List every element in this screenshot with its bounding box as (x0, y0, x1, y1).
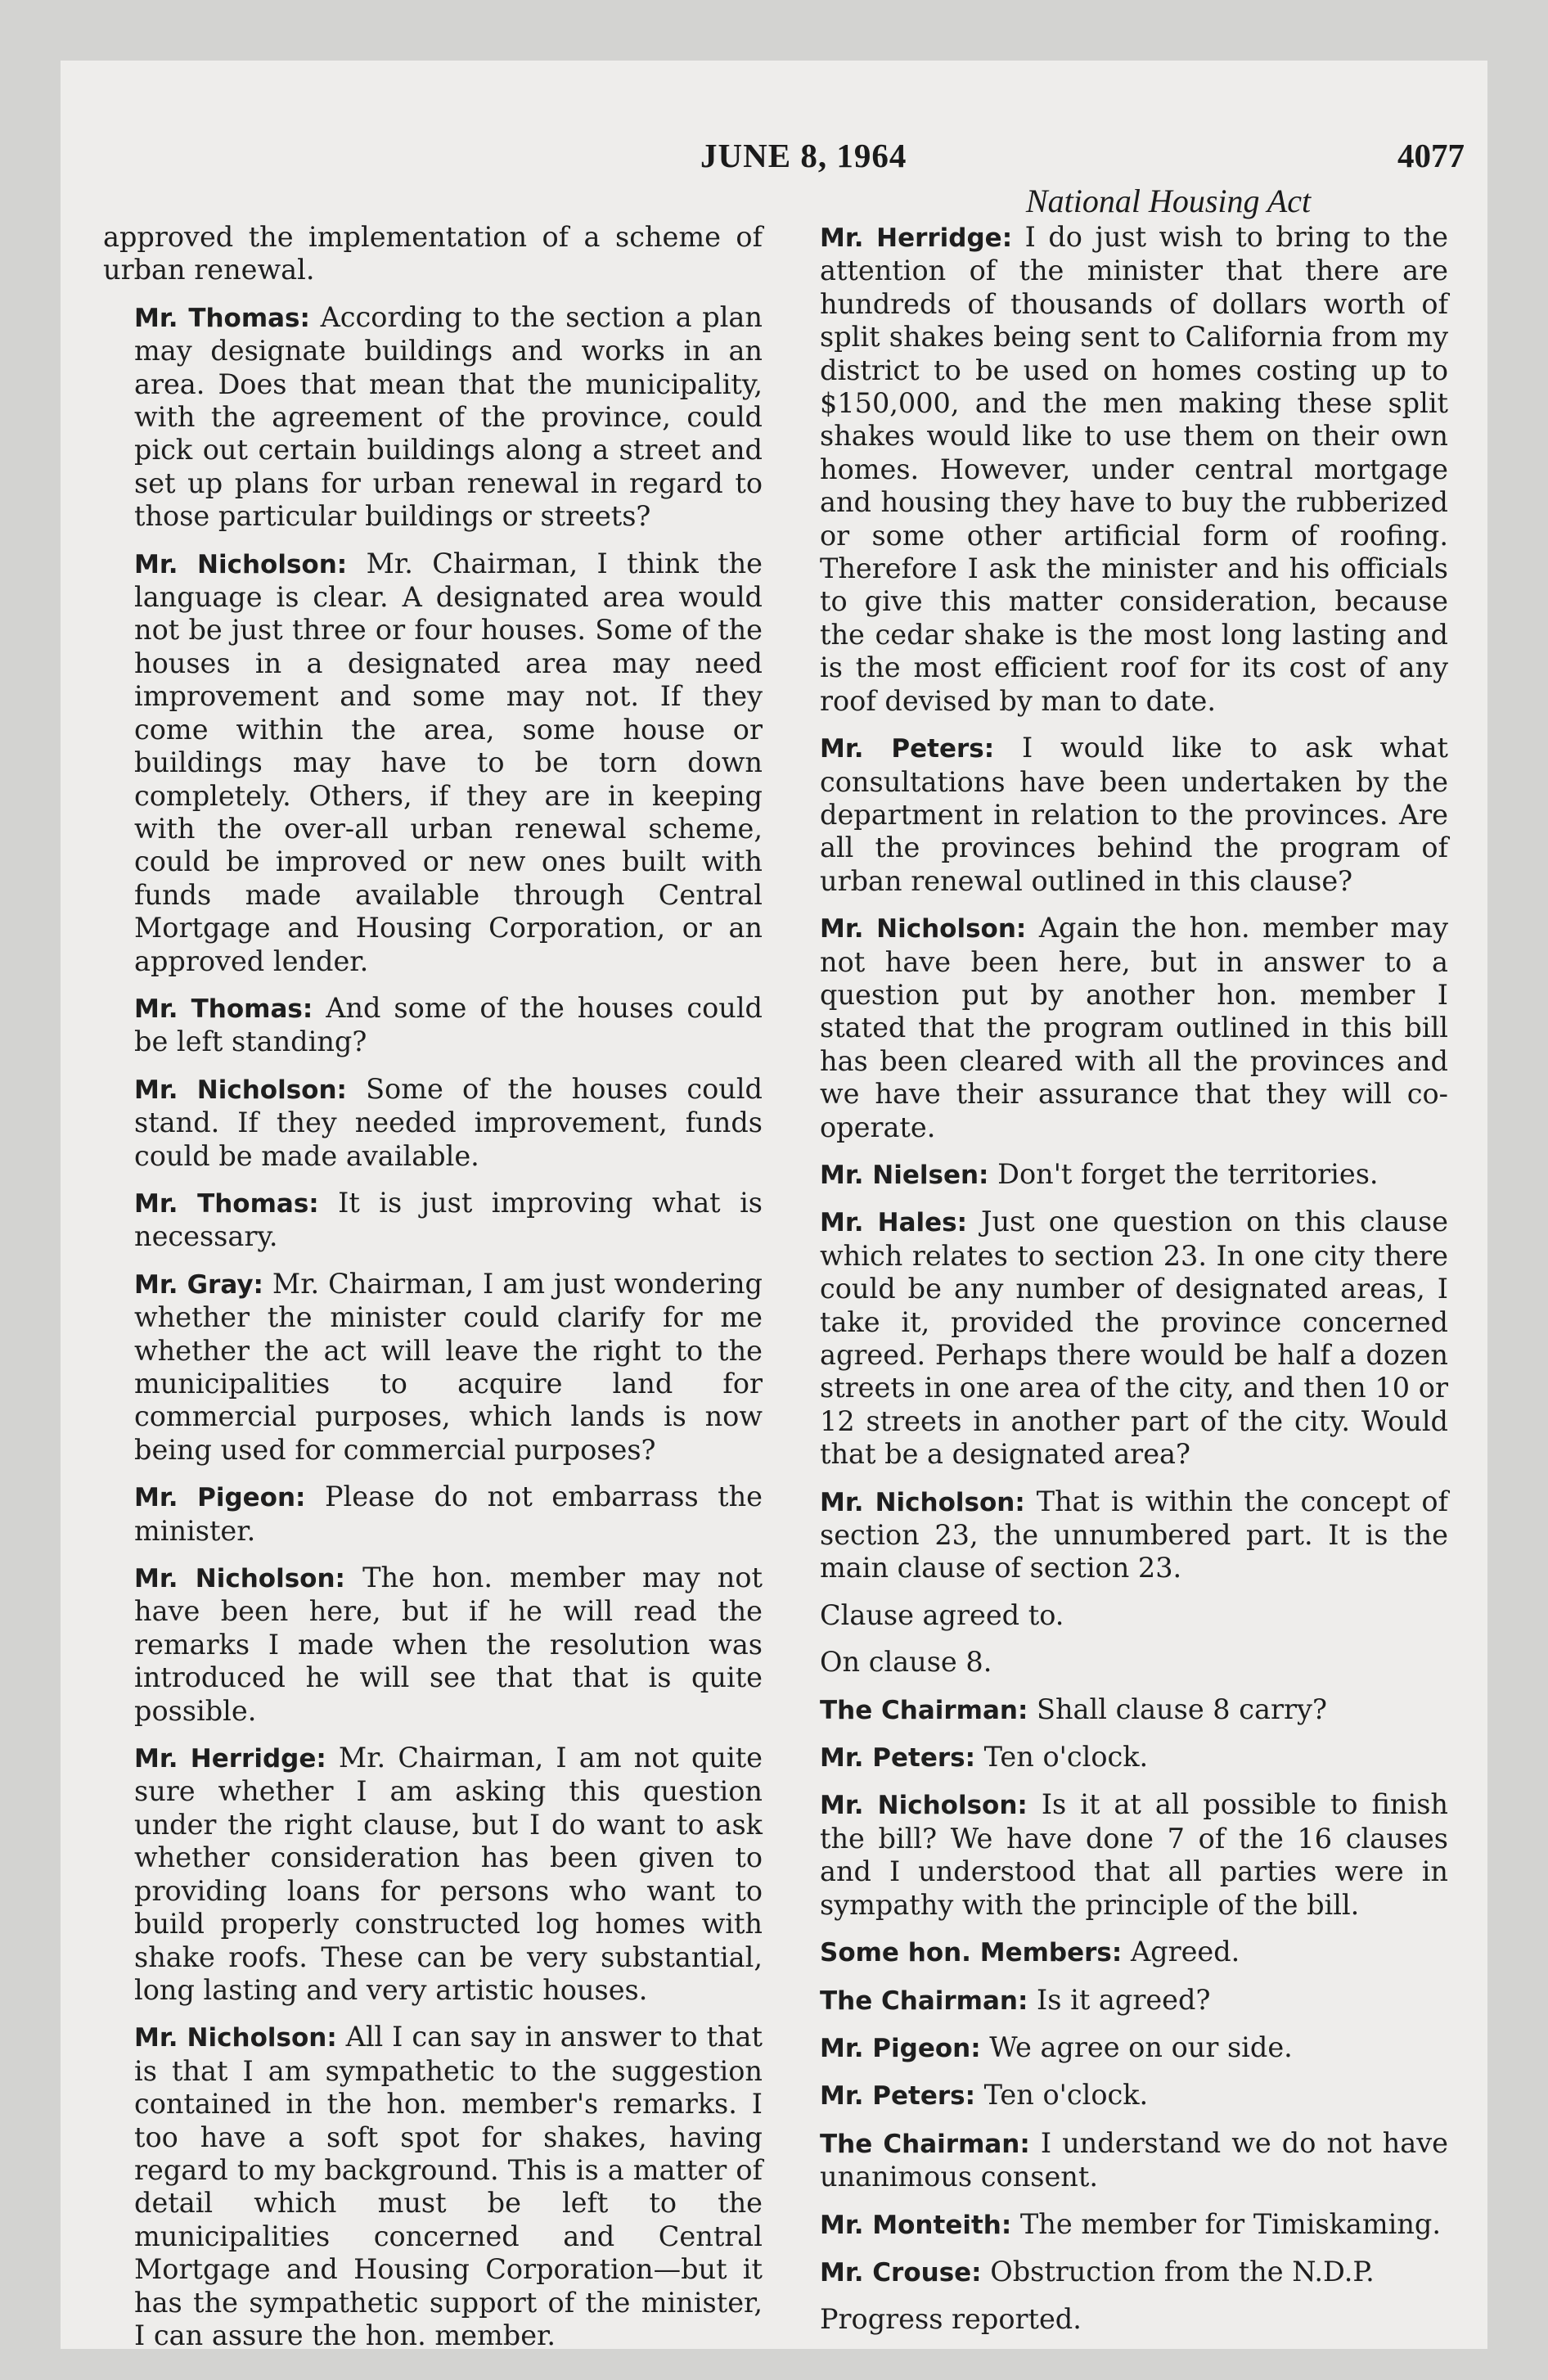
paragraph (789, 1693, 1448, 1727)
paragraph (789, 2031, 1448, 2065)
paragraph-text: The hon. member may not have been here, but if he will read the remarks I made when the resolution was introduced he will see that that is quite possible. (134, 1562, 763, 1727)
paragraph (789, 221, 1448, 718)
paragraph (103, 2021, 763, 2352)
paragraph-text: Obstruction from the N.D.P. (990, 2255, 1375, 2288)
speaker-name: Mr. Pigeon: (134, 1483, 306, 1513)
paragraph-text: Shall clause 8 carry? (1037, 1693, 1327, 1725)
paragraph (103, 301, 763, 534)
paragraph (789, 912, 1448, 1144)
page-sheet (61, 61, 1487, 2349)
paragraph-text: Again the hon. member may not have been here, but in answer to a question put by another hon. member I stated that the program outlined in this bill has been cleared with all the provinces and we have their assurance that they will co-operate. (820, 912, 1448, 1143)
paragraph (789, 1599, 1448, 1632)
speaker-name: Mr. Nicholson: (820, 1791, 1028, 1821)
paragraph-text: Agreed. (1130, 1936, 1240, 1968)
right-column (789, 221, 1448, 2351)
left-column (103, 221, 763, 2366)
paragraph (789, 2303, 1448, 2336)
paragraph (103, 1073, 763, 1173)
paragraph-text: approved the implementation of a scheme of urban renewal. (103, 221, 763, 286)
paragraph (789, 1936, 1448, 1969)
paragraph-text: It is just improving what is necessary. (134, 1186, 763, 1253)
paragraph (103, 548, 763, 978)
paragraph (789, 1158, 1448, 1192)
paragraph (789, 2127, 1448, 2194)
speaker-name: Mr. Nicholson: (134, 1564, 345, 1594)
speaker-name: Mr. Peters: (820, 1743, 976, 1774)
speaker-name: Mr. Herridge: (134, 1744, 326, 1774)
paragraph-text: Some of the houses could stand. If they needed improvement, funds could be made available. (134, 1072, 763, 1172)
speaker-name: Mr. Thomas: (134, 303, 310, 333)
speaker-name: Mr. Herridge: (820, 223, 1013, 253)
paragraph (789, 2079, 1448, 2112)
paragraph-text: Is it agreed? (1037, 1983, 1211, 2016)
paragraph (789, 732, 1448, 898)
running-subject: National Housing Act (1025, 183, 1312, 219)
speaker-name: Mr. Gray: (134, 1269, 263, 1300)
paragraph-text: Progress reported. (820, 2303, 1082, 2336)
paragraph-text: Mr. Chairman, I think the language is clear. A designated area would not be just three or four houses. Some of the houses in a designated area may need improvement and some may not. If they come within the area, some house or buildings may have to be torn down completely. Others, if they are in keeping with the over-all urban renewal scheme, could be improved or new ones built with funds made available through Central Mortgage and Housing Corporation, or an approved lender. (134, 547, 763, 977)
paragraph (789, 1485, 1448, 1585)
speaker-name: Mr. Nicholson: (134, 1075, 347, 1105)
speaker-name: Mr. Pigeon: (820, 2033, 981, 2063)
paragraph-text: On clause 8. (820, 1646, 992, 1679)
paragraph-text: According to the section a plan may designate buildings and works in an area. Does that mean that the municipality, with the agreement of the province, could pick out certain buildings along a street and set up plans for urban renewal in regard to those particular buildings or streets? (134, 300, 763, 533)
paragraph-text: All I can say in answer to that is that I am sympathetic to the suggestion contained in the hon. member's remarks. I too have a soft spot for shakes, having regard to my background. This is a matter of detail which must be left to the municipalities concerned and Central Mortgage and Housing Corporation—but it has the sympathetic support of the minister, I can assure the hon. member. (134, 2021, 763, 2351)
paragraph (789, 2208, 1448, 2242)
paragraph (789, 1646, 1448, 1679)
paragraph-text: Just one question on this clause which relates to section 23. In one city there could be any number of designated areas, I take it, provided the province concerned agreed. Perhaps there would be half a dozen streets in one area of the city, and then 10 or 12 streets in another part of the city. Would that be a designated area? (820, 1206, 1448, 1471)
paragraph (789, 1788, 1448, 1922)
speaker-name: Mr. Thomas: (134, 1188, 319, 1219)
speaker-name: Mr. Nicholson: (820, 1487, 1025, 1517)
paragraph-text: Please do not embarrass the minister. (134, 1481, 763, 1547)
speaker-name: The Chairman: (820, 1986, 1028, 2016)
paragraph-text: Don't forget the territories. (997, 1157, 1379, 1190)
paragraph (103, 992, 763, 1059)
paragraph-text: That is within the concept of section 23, the unnumbered part. It is the main clause of section 23. (820, 1485, 1448, 1584)
paragraph-text: I would like to ask what consultations have been undertaken by the department in relation to the provinces. Are all the provinces behind the program of urban renewal outlined in this clause? (820, 732, 1449, 897)
paragraph (103, 1742, 763, 2007)
speaker-name: Mr. Nicholson: (134, 2023, 337, 2053)
paragraph-text: Mr. Chairman, I am not quite sure whether I am asking this question under the right clause, but I do want to ask whether consideration has been given to providing loans for persons who want to build properly constructed log homes with shake roofs. These can be very substantial, long lasting and very artistic houses. (134, 1742, 763, 2006)
paragraph-text: The member for Timiskaming. (1019, 2207, 1441, 2240)
speaker-name: Mr. Nielsen: (820, 1160, 989, 1190)
page-date: JUNE 8, 1964 (700, 137, 907, 174)
paragraph (103, 1562, 763, 1728)
paragraph (103, 1268, 763, 1467)
speaker-name: Mr. Monteith: (820, 2210, 1012, 2240)
paragraph-text: We agree on our side. (989, 2031, 1293, 2063)
paragraph-text: Ten o'clock. (983, 2079, 1149, 2112)
speaker-name: The Chairman: (820, 2129, 1030, 2159)
paragraph-text: Clause agreed to. (820, 1598, 1064, 1631)
speaker-name: Mr. Crouse: (820, 2257, 982, 2288)
speaker-name: The Chairman: (820, 1695, 1028, 1725)
paragraph-text: Mr. Chairman, I am just wondering whether the minister could clarify for me whether the act will leave the right to the municipalities to acquire land for commercial purposes, which lands is now being used for commercial purposes? (134, 1267, 763, 1466)
paragraph (789, 2256, 1448, 2289)
paragraph (103, 1481, 763, 1548)
paragraph (789, 1206, 1448, 1471)
page-number: 4077 (1397, 137, 1465, 174)
speaker-name: Mr. Nicholson: (820, 914, 1027, 944)
speaker-name: Mr. Peters: (820, 2081, 976, 2112)
paragraph-text: And some of the houses could be left standing? (134, 991, 763, 1058)
paragraph (789, 1741, 1448, 1774)
speaker-name: Mr. Peters: (820, 734, 995, 764)
paragraph (789, 1984, 1448, 2017)
speaker-name: Mr. Thomas: (134, 994, 313, 1024)
paragraph-text: Is it at all possible to finish the bill? We have done 7 of the 16 clauses and I understood that all parties were in sympathy with the principle of the bill. (820, 1788, 1448, 1921)
speaker-name: Some hon. Members: (820, 1938, 1123, 1968)
paragraph-text: Ten o'clock. (983, 1741, 1149, 1774)
paragraph (103, 1187, 763, 1254)
speaker-name: Mr. Nicholson: (134, 549, 348, 579)
paragraph (103, 221, 763, 287)
paragraph-text: I understand we do not have unanimous consent. (820, 2126, 1448, 2193)
speaker-name: Mr. Hales: (820, 1208, 968, 1238)
paragraph-text: I do just wish to bring to the attention of the minister that there are hundreds of thousands of dollars worth of split shakes being sent to California from my district to be used on homes costing up to $150,000, and the men making these split shakes would like to use them on their own homes. However, under central mortgage and housing they have to buy the rubberized or some other artificial form of roofing. Therefore I ask the minister and his officials to give this matter consideration, because the cedar shake is the most long lasting and is the most efficient roof for its cost of any roof devised by man to date. (820, 221, 1448, 717)
